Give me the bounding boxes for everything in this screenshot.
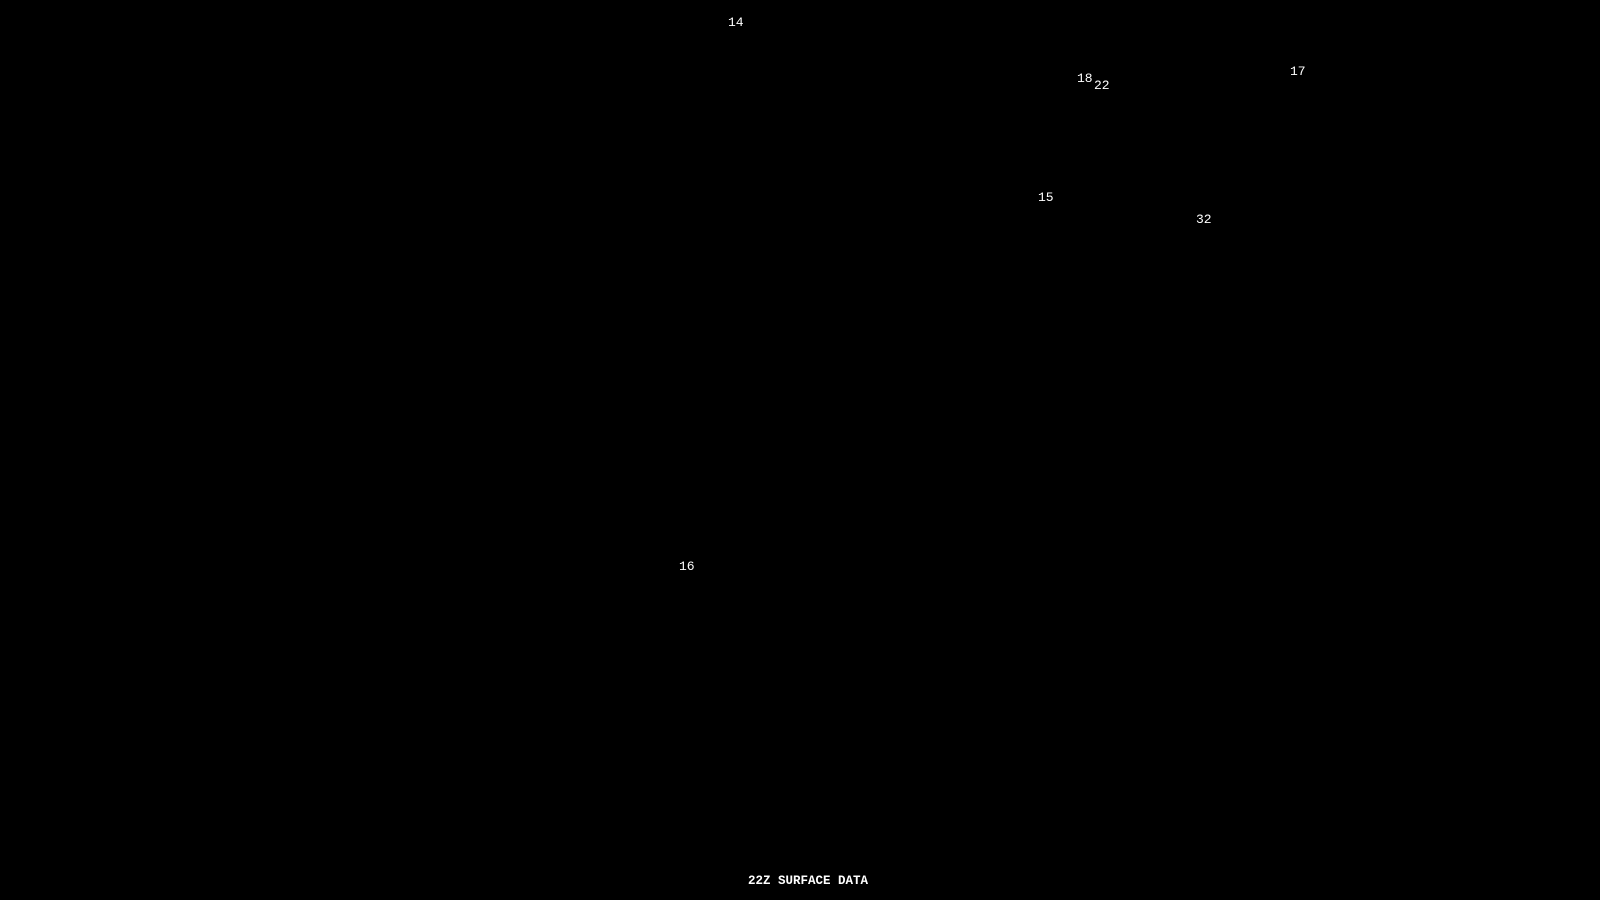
station-value: 17 <box>1290 64 1306 79</box>
station-value: 18 <box>1077 71 1093 86</box>
station-value: 14 <box>728 15 744 30</box>
station-value: 32 <box>1196 212 1212 227</box>
station-value: 22 <box>1094 78 1110 93</box>
plot-caption: 22Z SURFACE DATA <box>748 874 869 888</box>
station-value: 15 <box>1038 190 1054 205</box>
station-value: 16 <box>679 559 695 574</box>
